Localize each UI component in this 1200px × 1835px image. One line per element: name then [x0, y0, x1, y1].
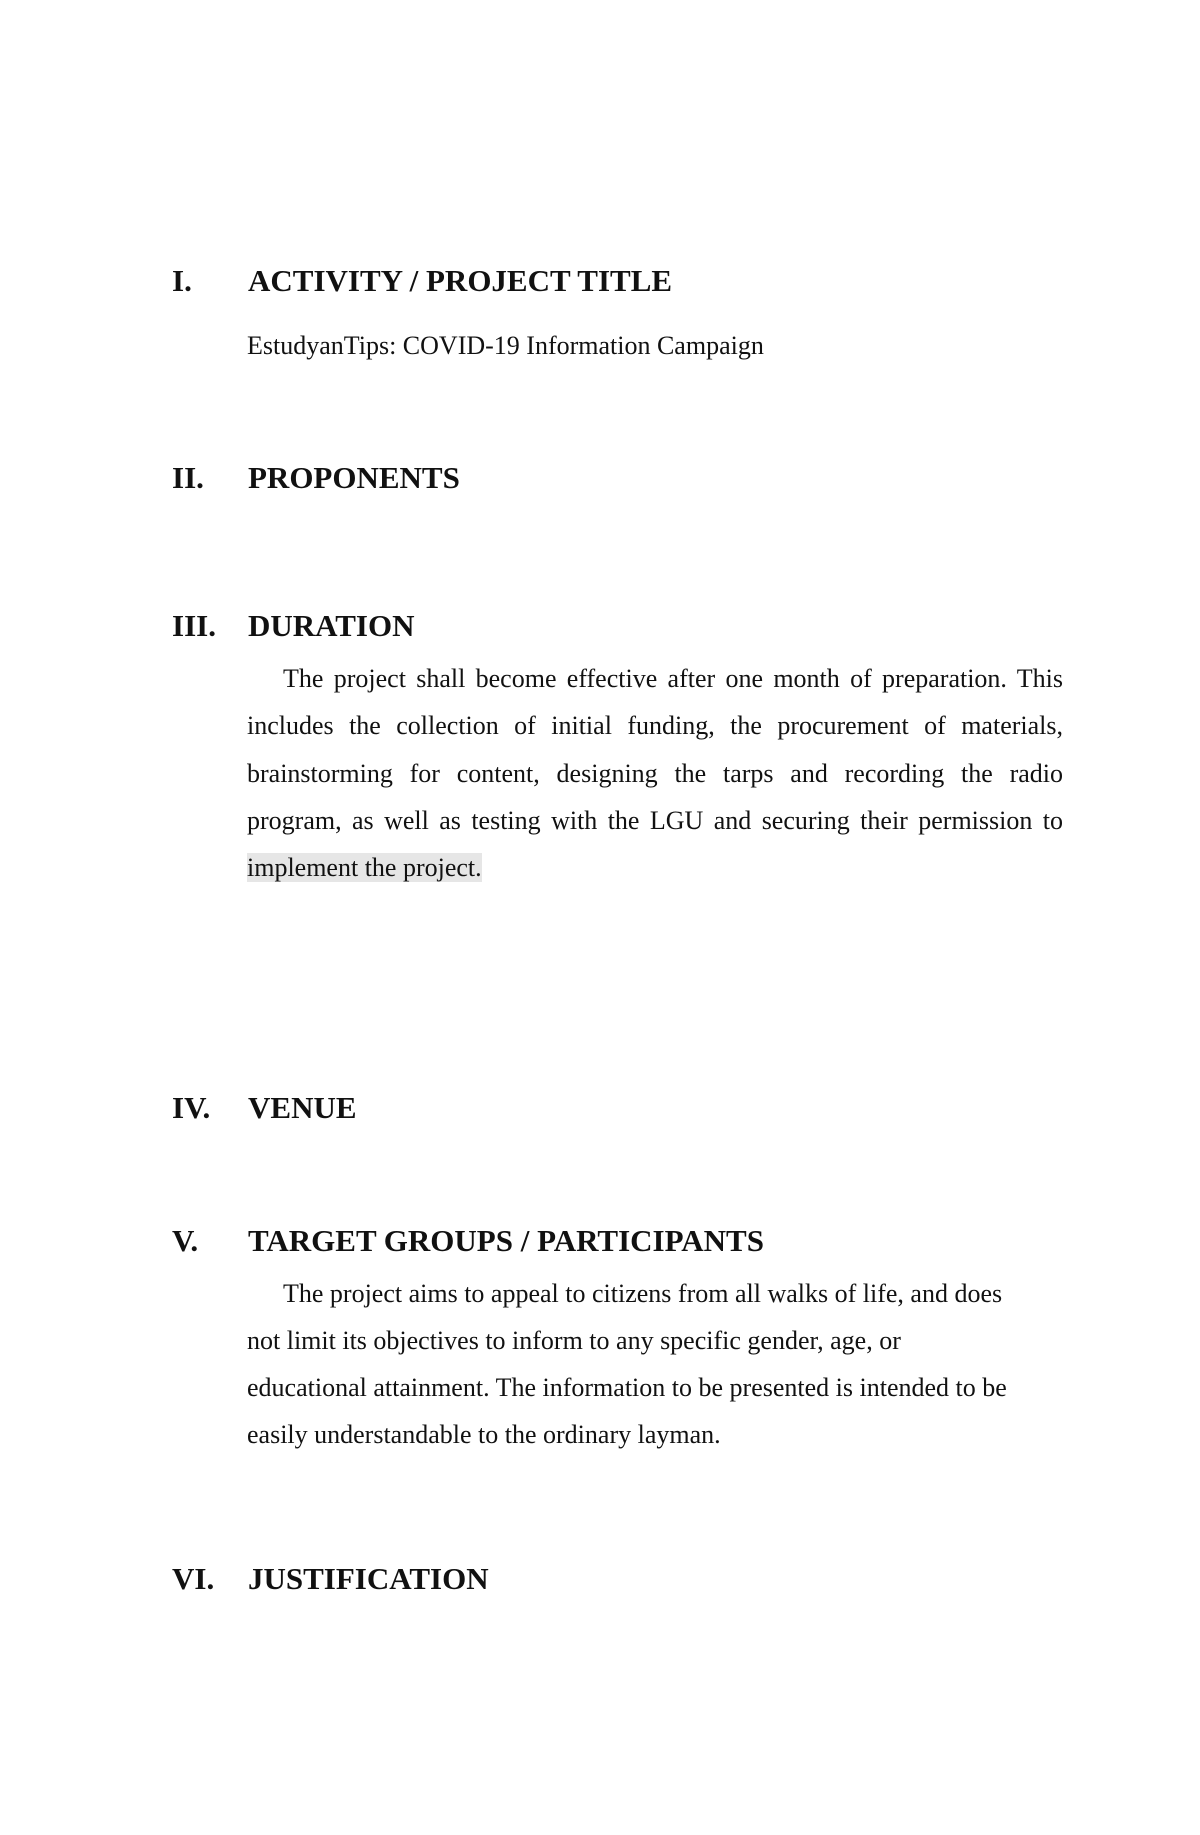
section-heading-target-groups: [172, 1225, 764, 1256]
section-numeral: II.: [172, 460, 204, 495]
section-numeral: VI.: [172, 1561, 215, 1596]
section-title: JUSTIFICATION: [248, 1561, 489, 1596]
duration-paragraph-line: includes the collection of initial funding, the procurement of materials,: [247, 711, 1063, 740]
section-title: VENUE: [248, 1090, 357, 1125]
duration-last-line-text: implement the project.: [247, 853, 482, 882]
target-groups-paragraph-line: The project aims to appeal to citizens from all walks of life, and does: [283, 1279, 1003, 1308]
section-numeral: IV.: [172, 1090, 211, 1125]
target-groups-paragraph-line: easily understandable to the ordinary layman.: [247, 1420, 721, 1449]
section-numeral: I.: [172, 263, 192, 298]
section-heading-venue: [172, 1092, 357, 1123]
section-heading-activity-title: [172, 265, 672, 296]
duration-paragraph-line: program, as well as testing with the LGU and securing their permission to: [247, 806, 1063, 835]
section-title: DURATION: [248, 608, 415, 643]
target-groups-paragraph-line: not limit its objectives to inform to any specific gender, age, or: [247, 1326, 901, 1355]
section-title: PROPONENTS: [248, 460, 460, 495]
section-heading-duration: [172, 610, 415, 641]
section-title: ACTIVITY / PROJECT TITLE: [248, 263, 673, 298]
target-groups-paragraph-line: educational attainment. The information to be presented is intended to be: [247, 1373, 1007, 1402]
section-heading-proponents: [172, 462, 460, 493]
duration-paragraph-line: brainstorming for content, designing the tarps and recording the radio: [247, 759, 1063, 788]
section-heading-justification: [172, 1563, 489, 1594]
section-title: TARGET GROUPS / PARTICIPANTS: [248, 1223, 764, 1258]
section-numeral: III.: [172, 608, 216, 643]
duration-paragraph-line: [247, 855, 1063, 881]
section-numeral: V.: [172, 1223, 199, 1258]
project-title-text: EstudyanTips: COVID-19 Information Campaign: [247, 331, 764, 360]
duration-paragraph-line: The project shall become effective after one month of preparation. This: [283, 664, 1063, 693]
